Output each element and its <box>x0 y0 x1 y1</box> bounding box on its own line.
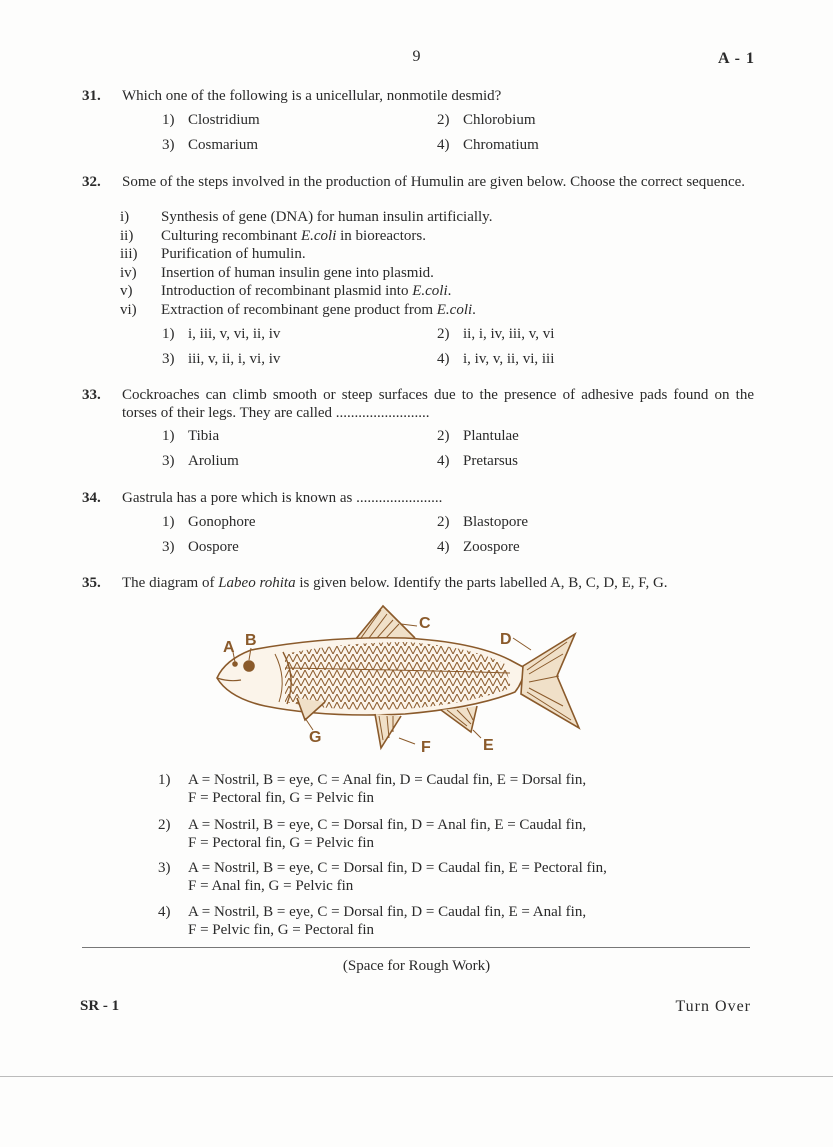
q35-option-2[interactable]: 2) A = Nostril, B = eye, C = Dorsal fin, D = Anal fin, E = Caudal fin, F = Pectoral fin, G = Pelvic fin <box>158 817 587 851</box>
caudal-fin <box>521 634 579 728</box>
q32-option-2[interactable]: 2) ii, i, iv, iii, v, vi <box>437 326 555 342</box>
step-item: vi) Extraction of recombinant gene product from E.coli. <box>120 301 476 318</box>
question-text: Cockroaches can climb smooth or steep surfaces due to the presence of adhesive pads found on the torses of their legs. They are called ......................... <box>122 387 754 421</box>
question-32 <box>82 173 754 191</box>
question-number: 32. <box>82 174 101 190</box>
paper-code: A - 1 <box>718 50 755 67</box>
question-text: Some of the steps involved in the production of Humulin are given below. Choose the correct sequence. <box>122 174 746 190</box>
q31-option-3[interactable]: 3) Cosmarium <box>162 137 258 153</box>
q34-option-2[interactable]: 2) Blastopore <box>437 514 528 530</box>
step-item: ii) Culturing recombinant E.coli in bioreactors. <box>120 227 426 244</box>
q33-option-2[interactable]: 2) Plantulae <box>437 428 519 444</box>
q35-option-4[interactable]: 4) A = Nostril, B = eye, C = Dorsal fin, D = Caudal fin, E = Anal fin, F = Pelvic fin, G = Pectoral fin <box>158 904 587 938</box>
q31-option-2[interactable]: 2) Chlorobium <box>437 112 536 128</box>
rough-work-label: (Space for Rough Work) <box>342 958 491 974</box>
question-text: Which one of the following is a unicellular, nonmotile desmid? <box>122 88 502 104</box>
divider <box>82 947 750 948</box>
label-d: D <box>500 631 512 648</box>
label-e: E <box>483 737 494 754</box>
question-33 <box>82 386 754 422</box>
step-item: v) Introduction of recombinant plasmid into E.coli. <box>120 283 452 299</box>
page-number: 9 <box>412 48 421 65</box>
question-text: Gastrula has a pore which is known as ....................... <box>122 490 443 506</box>
q34-option-4[interactable]: 4) Zoospore <box>437 539 520 555</box>
turn-over-label: Turn Over <box>675 998 751 1015</box>
q34-option-3[interactable]: 3) Oospore <box>162 539 239 555</box>
label-a: A <box>223 639 235 656</box>
question-31 <box>82 87 754 105</box>
label-f: F <box>421 739 431 756</box>
q35-option-1[interactable]: 1) A = Nostril, B = eye, C = Anal fin, D = Caudal fin, E = Dorsal fin, F = Pectoral fin, G = Pelvic fin <box>158 772 587 806</box>
q33-option-4[interactable]: 4) Pretarsus <box>437 453 518 469</box>
dorsal-fin <box>355 606 415 640</box>
q33-option-1[interactable]: 1) Tibia <box>162 428 220 444</box>
label-b: B <box>245 632 257 649</box>
question-text: The diagram of Labeo rohita is given below. Identify the parts labelled A, B, C, D, E, F, G. <box>122 575 668 591</box>
step-item: i) Synthesis of gene (DNA) for human insulin artificially. <box>120 209 493 225</box>
q31-option-4[interactable]: 4) Chromatium <box>437 137 539 153</box>
question-35 <box>82 574 754 592</box>
question-number: 34. <box>82 490 101 506</box>
scan-edge <box>0 1076 833 1077</box>
q32-option-4[interactable]: 4) i, iv, v, ii, vi, iii <box>437 351 555 367</box>
question-34 <box>82 489 754 507</box>
q32-option-3[interactable]: 3) iii, v, ii, i, vi, iv <box>162 351 281 367</box>
nostril <box>233 662 237 666</box>
q33-option-3[interactable]: 3) Arolium <box>162 453 239 469</box>
step-item: iii) Purification of humulin. <box>120 246 306 262</box>
step-list <box>120 208 492 319</box>
q34-option-1[interactable]: 1) Gonophore <box>162 514 256 530</box>
step-item: iv) Insertion of human insulin gene into plasmid. <box>120 264 434 281</box>
label-c: C <box>419 615 431 632</box>
q32-option-1[interactable]: 1) i, iii, v, vi, ii, iv <box>162 326 281 342</box>
question-number: 35. <box>82 575 101 591</box>
q31-option-1[interactable]: 1) Clostridium <box>162 112 260 128</box>
question-number: 33. <box>82 387 101 403</box>
labeo-rohita-diagram <box>205 598 605 760</box>
footer-series: SR - 1 <box>80 998 120 1014</box>
q35-option-3[interactable]: 3) A = Nostril, B = eye, C = Dorsal fin, D = Caudal fin, E = Pectoral fin, F = Anal fin, G = Pelvic fin <box>158 860 607 894</box>
label-g: G <box>309 729 322 746</box>
question-number: 31. <box>82 88 101 104</box>
eye <box>244 661 254 671</box>
